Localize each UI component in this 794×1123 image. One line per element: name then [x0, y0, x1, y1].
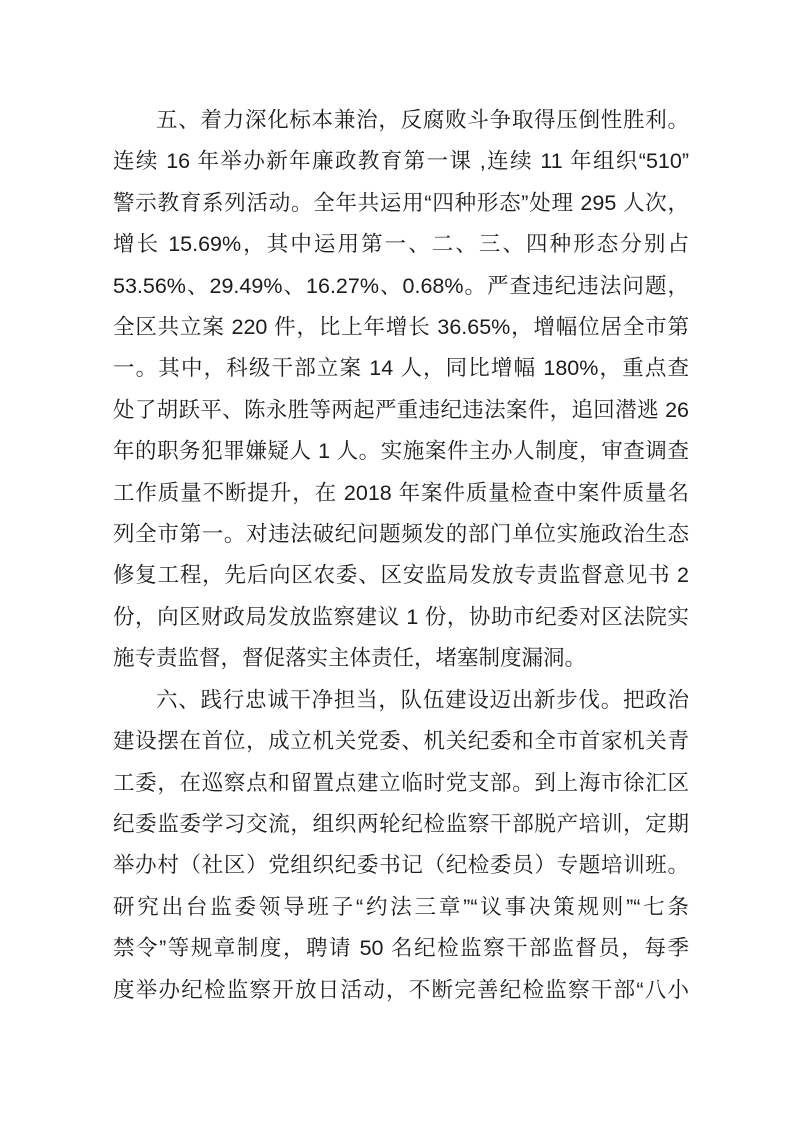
text-line: 禁令”等规章制度，聘请 50 名纪检监察干部监督员，每季: [113, 936, 689, 961]
text-line: 建设摆在首位，成立机关党委、机关纪委和全市首家机关青: [113, 729, 689, 754]
text-line: 份，向区财政局发放监察建议 1 份，协助市纪委对区法院实: [113, 604, 689, 629]
text-line: 一。其中，科级干部立案 14 人，同比增幅 180%，重点查: [113, 356, 689, 381]
text-line: 53.56%、29.49%、16.27%、0.68%。严查违纪违法问题，: [113, 273, 689, 298]
text-line: 研究出台监委领导班子“约法三章”“议事决策规则”“七条: [113, 894, 689, 919]
text-line: 列全市第一。对违法破纪问题频发的部门单位实施政治生态: [113, 522, 689, 547]
text-line: 增长 15.69%，其中运用第一、二、三、四种形态分别占: [113, 232, 689, 257]
text-line: 修复工程，先后向区农委、区安监局发放专责监督意见书 2: [113, 563, 689, 588]
text-line: 施专责监督，督促落实主体责任，堵塞制度漏洞。: [113, 646, 587, 671]
text-line: 年的职务犯罪嫌疑人 1 人。实施案件主办人制度，审查调查: [113, 439, 689, 464]
text-line: 举办村（社区）党组织纪委书记（纪检委员）专题培训班。: [113, 853, 689, 878]
text-line: 工作质量不断提升，在 2018 年案件质量检查中案件质量名: [113, 480, 689, 505]
text-line: 连续 16 年举办新年廉政教育第一课 ,连续 11 年组织“510”: [113, 149, 689, 174]
text-line: 工委，在巡察点和留置点建立临时党支部。到上海市徐汇区: [113, 770, 689, 795]
text-line: 五、着力深化标本兼治，反腐败斗争取得压倒性胜利。: [156, 108, 689, 132]
text-line: 全区共立案 220 件，比上年增长 36.65%，增幅位居全市第: [113, 315, 689, 340]
text-line: 纪委监委学习交流，组织两轮纪检监察干部脱产培训，定期: [113, 811, 689, 836]
text-line: 警示教育系列活动。全年共运用“四种形态”处理 295 人次，: [113, 190, 689, 215]
document-body: [113, 100, 689, 1011]
text-line: 度举办纪检监察开放日活动，不断完善纪检监察干部“八小: [113, 977, 689, 1002]
text-line: 处了胡跃平、陈永胜等两起严重违纪违法案件，追回潜逃 26: [113, 397, 689, 422]
text-line: 六、践行忠诚干净担当，队伍建设迈出新步伐。把政治: [156, 687, 689, 712]
